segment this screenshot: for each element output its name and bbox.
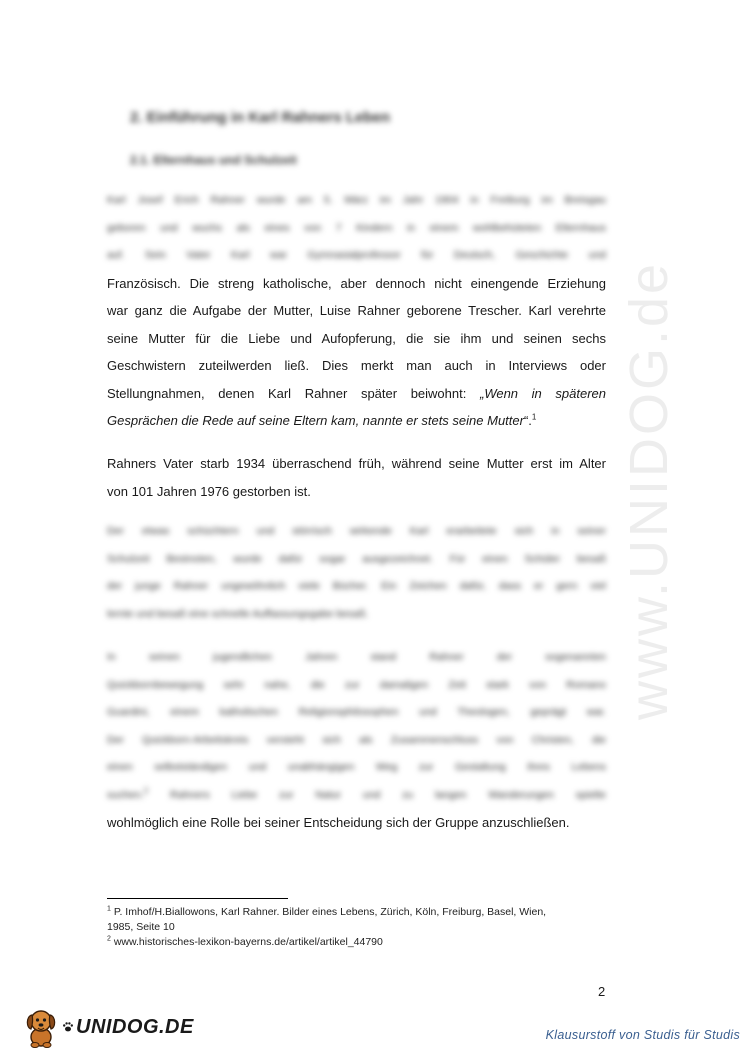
text-line: wohlmöglich eine Rolle bei seiner Entscheidung sich der Gruppe anzuschließen. — [107, 815, 570, 830]
text-line: Geschwistern zuteilwerden ließ. Dies merkt man auch in Interviews oder — [107, 358, 606, 373]
text-line: der junge Rahner ungewöhnlich viele Bücher. Ein Zeichen dafür, dass er gern viel — [107, 580, 606, 592]
text-line — [107, 380, 606, 408]
paw-print-icon — [62, 1021, 74, 1033]
footnotes — [107, 905, 606, 950]
text-fragment: Stellungnahmen, denen Karl Rahner später beiwohnt: — [107, 385, 467, 401]
text-line: In seinen jugendlichen Jahren stand Rahner der sogenannten — [107, 651, 606, 663]
text-line: auf. Sein Vater Karl war Gymnasialprofessor für Deutsch, Geschichte und — [107, 249, 606, 261]
paragraph-4 — [107, 644, 606, 837]
footnote-divider — [107, 898, 288, 899]
page-number: 2 — [598, 984, 606, 999]
paragraph-1 — [107, 187, 606, 435]
subsection-heading: 2.1. Elternhaus und Schulzeit — [130, 153, 297, 167]
text-line: Guardini, einem katholischen Religionsphilosophen und Theologen, geprägt war. — [107, 706, 606, 718]
text-line: Quickbornbewegung sehr nahe, die zur damaligen Zeit stark von Romano — [107, 678, 606, 691]
footnote-mark: 1 — [107, 905, 111, 913]
paragraph-3 — [107, 518, 606, 628]
unidog-logo[interactable] — [24, 1006, 194, 1048]
footnote — [107, 905, 606, 920]
logo-text: UNIDOG.DE — [76, 1015, 194, 1038]
footnote-text: 1985, Seite 10 — [107, 921, 175, 933]
text-line: seine Mutter für die Liebe und Aufopferung, die sie ihm und seinen sechs — [107, 330, 606, 346]
text-line — [107, 782, 606, 810]
text-line: einen selbstständigen und unabhängigen Weg zur Gestaltung ihres Lebens — [107, 761, 606, 773]
text-line: Der Quickborn-Arbeitskreis versteht sich als Zusammenschluss von Christen, die — [107, 733, 606, 746]
text-line: war ganz die Aufgabe der Mutter, Luise Rahner geborene Trescher. Karl verehrte — [107, 303, 606, 318]
footnote-mark: 2 — [107, 935, 111, 943]
footnote-ref[interactable]: 2 — [143, 786, 149, 795]
text-fragment: Rahners Liebe zur Natur und zu langen Wanderungen spielte — [148, 788, 606, 801]
footnote — [107, 935, 606, 950]
dog-mascot-icon — [24, 1006, 60, 1048]
footnote — [107, 920, 606, 935]
quote-text: „Wenn in späteren — [479, 385, 606, 401]
text-line: von 101 Jahren 1976 gestorben ist. — [107, 483, 311, 499]
tagline: Klausurstoff von Studis für Studis — [545, 1028, 740, 1042]
text-line: geboren und wuchs als eines von 7 Kindern in einem wohlbehüteten Elternhaus — [107, 221, 606, 234]
text-line: Karl Josef Erich Rahner wurde am 5. März im Jahr 1904 in Freiburg im Breisgau — [107, 194, 606, 206]
quote-text: Gesprächen die Rede auf seine Eltern kam, nannte er stets seine Mutter — [107, 413, 524, 428]
text-line: Schulzeit Bestnoten, wurde dafür sogar ausgezeichnet. Für einen Schüler besaß — [107, 552, 606, 565]
text-fragment: suchen. — [107, 788, 144, 801]
paragraph-2 — [107, 450, 606, 505]
footnote-text: P. Imhof/H.Biallowons, Karl Rahner. Bilder eines Lebens, Zürich, Köln, Freiburg, Basel, Wien, — [110, 906, 547, 918]
footnote-link[interactable]: www.historisches-lexikon-bayerns.de/artikel/artikel_44790 — [110, 936, 383, 948]
quote-end: “. — [523, 413, 532, 428]
text-line: Französisch. Die streng katholische, aber dennoch nicht einengende Erziehung — [107, 275, 606, 291]
section-heading: 2. Einführung in Karl Rahners Leben — [130, 109, 391, 126]
footnote-ref[interactable]: 1 — [531, 412, 537, 422]
text-line: Der etwas schüchtern und störrisch wirkende Karl erarbeitete sich in seiner — [107, 525, 606, 537]
text-line: lernte und besaß eine schnelle Auffassungsgabe besaß. — [107, 607, 369, 620]
text-line: Rahners Vater starb 1934 überraschend früh, während seine Mutter erst im Alter — [107, 456, 606, 471]
watermark-text: www.UNIDOG.de — [619, 260, 679, 720]
text-line — [107, 407, 606, 435]
